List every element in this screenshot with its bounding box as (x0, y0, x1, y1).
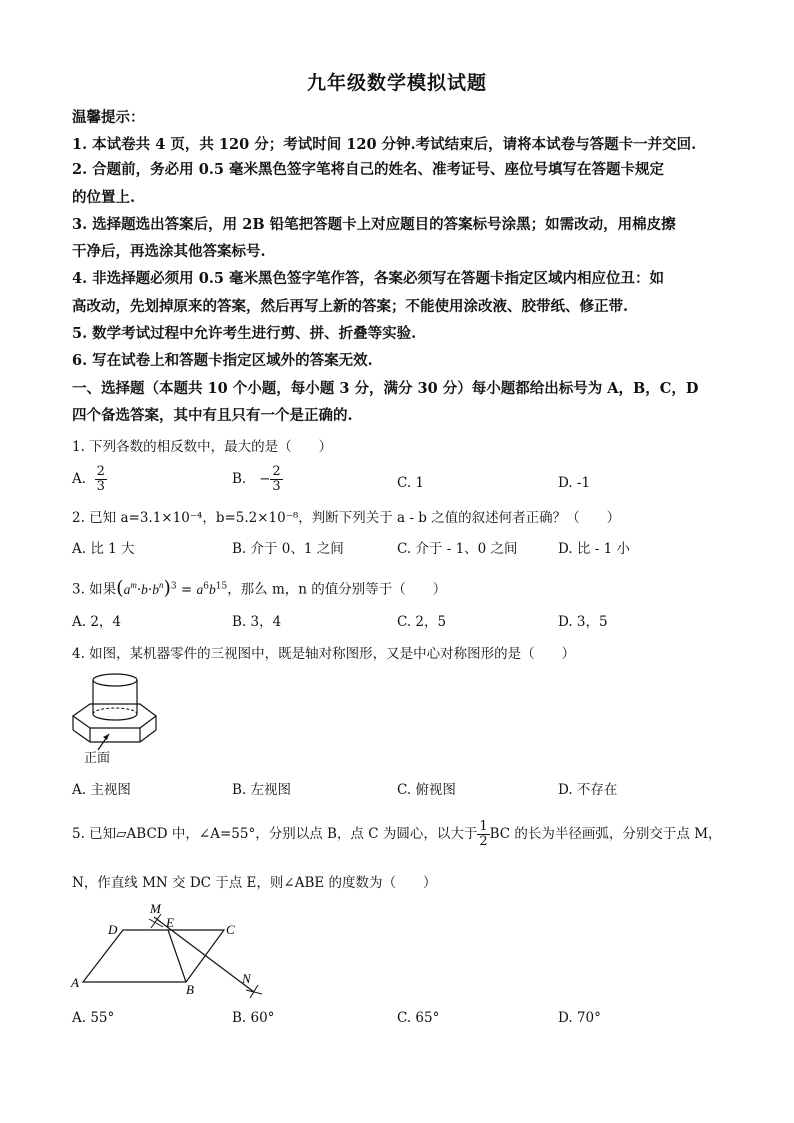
question-5-option-c: C. 65° (397, 1010, 440, 1026)
question-5-option-d: D. 70° (558, 1010, 601, 1026)
notice-line-1: 1. 本试卷共 4 页，共 120 分；考试时间 120 分钟.考试结束后，请将本试卷与答题卡一并交回. (72, 136, 697, 153)
point-label-b: B (186, 982, 194, 997)
front-arrow-head (103, 734, 109, 740)
question-4-option-b: B. 左视图 (232, 782, 292, 798)
cylinder-bottom-hidden (93, 708, 137, 714)
question-3-stem: 3. 如果$(a^m\cdot b\cdot b^n)^3 = a^6b^{15}$，那么 m，n 的值分别等于（ ） (72, 576, 447, 599)
question-2-stem: 2. 已知 a=3.1×10⁻⁴，b=5.2×10⁻⁸，判断下列关于 a - b 之值的叙述何者正确？（ ） (72, 510, 621, 526)
parallelogram-figure (66, 897, 276, 1002)
question-1-stem: 1. 下列各数的相反数中，最大的是（ ） (72, 439, 333, 455)
question-5-stem-line-2: N，作直线 MN 交 DC 于点 E，则∠ABE 的度数为（ ） (72, 875, 437, 891)
notice-line-8: 5. 数学考试过程中允许考生进行剪、拼、折叠等实验. (72, 325, 417, 342)
segment-be (168, 930, 186, 982)
question-5-stem-line-1: 5. 已知▱ABCD 中，∠A=55°，分别以点 B，点 C 为圆心，以大于 $\frac{1}{2}$ BC 的长为半径画弧，分别交于点 M， (72, 819, 722, 849)
notice-line-6: 4. 非选择题必须用 0.5 毫米黑色签字笔作答，各案必须写在答题卡指定区域内相应位丑：如 (72, 270, 665, 287)
notice-line-4: 3. 选择题选出答案后，用 2B 铅笔把答题卡上对应题目的答案标号涂黑；如需改动，用棉皮擦 (72, 216, 676, 233)
question-2-option-a: A. 比 1 大 (72, 541, 135, 557)
question-5-option-a: A. 55° (72, 1010, 115, 1026)
question-4-option-c: C. 俯视图 (397, 782, 456, 798)
question-5-option-b: B. 60° (232, 1010, 275, 1026)
cylinder-bottom-front (93, 714, 137, 720)
question-1-option-d: D. -1 (558, 475, 591, 491)
question-1-option-a: A. $\frac{2}{3}$ (72, 464, 105, 494)
point-label-a: A (71, 975, 79, 990)
equation: $(a^m\cdot b\cdot b^n)^3 = a^6b^{15}$ (116, 576, 228, 599)
point-label-m: M (150, 901, 161, 916)
question-2-option-c: C. 介于 - 1、0 之间 (397, 541, 518, 557)
notice-line-9: 6. 写在试卷上和答题卡指定区域外的答案无效. (72, 352, 373, 369)
cylinder-top (93, 674, 137, 686)
machine-part-figure (66, 668, 166, 768)
notice-line-3: 的位置上. (72, 189, 136, 206)
question-1-option-c: C. 1 (397, 475, 425, 491)
fraction: $\frac{2}{3}$ (96, 464, 105, 494)
point-label-e: E (166, 915, 174, 930)
point-label-d: D (108, 922, 118, 937)
parallelogram-abcd (83, 930, 224, 982)
question-1-option-b: B. − $\frac{2}{3}$ (232, 464, 281, 494)
question-4-option-d: D. 不存在 (558, 782, 618, 798)
page-title: 九年级数学模拟试题 (306, 72, 487, 94)
question-2-option-b: B. 介于 0、1 之间 (232, 541, 344, 557)
notice-line-2: 2. 合题前，务必用 0.5 毫米黑色签字笔将自己的姓名、准考证号、座位号填写在答题卡规定 (72, 161, 665, 178)
point-label-c: C (226, 922, 235, 937)
question-2-option-d: D. 比 - 1 小 (558, 541, 630, 557)
figure-label-front: 正面 (84, 751, 111, 766)
section-heading-line-2: 四个备选答案，其中有且只有一个是正确的. (72, 407, 353, 424)
hex-base-bottom (73, 730, 156, 742)
question-3-option-c: C. 2，5 (397, 614, 447, 630)
hex-base-top (73, 704, 156, 728)
question-3-option-b: B. 3，4 (232, 614, 282, 630)
section-heading-line-1: 一、选择题（本题共 10 个小题，每小题 3 分，满分 30 分）每小题都给出标号为 A，B，C，D (72, 380, 699, 397)
fraction: $\frac{1}{2}$ (479, 819, 488, 849)
question-3-option-d: D. 3，5 (558, 614, 608, 630)
question-4-option-a: A. 主视图 (72, 782, 131, 798)
notice-line-7: 高改动，先划掉原来的答案，然后再写上新的答案；不能使用涂改液、胶带纸、修正带. (72, 298, 629, 315)
fraction: $\frac{2}{3}$ (272, 464, 281, 494)
notice-line-5: 干净后，再选涂其他答案标号. (72, 243, 266, 260)
question-4-stem: 4. 如图，某机器零件的三视图中，既是轴对称图形，又是中心对称图形的是（ ） (72, 646, 576, 662)
point-label-n: N (242, 971, 251, 986)
notice-heading: 温馨提示： (72, 109, 145, 126)
question-3-option-a: A. 2，4 (72, 614, 122, 630)
